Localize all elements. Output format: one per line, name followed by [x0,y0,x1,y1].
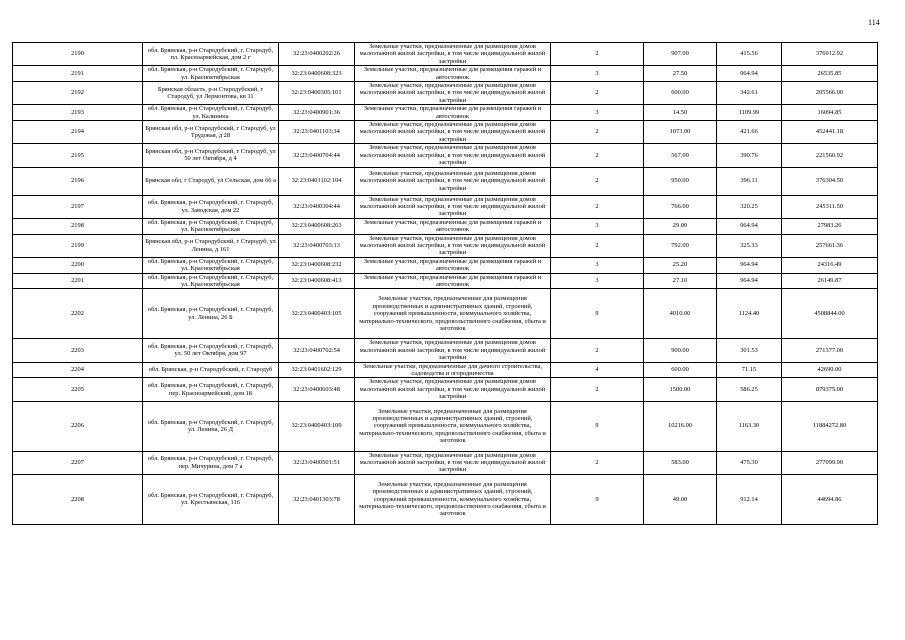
specific-value-cell: 1163.30 [717,401,782,451]
table-row [13,289,878,339]
land-use-cell: Земельные участки, предназначенные для размещения гаражей и автостоянок [355,273,551,289]
area-cell: 792.00 [644,234,717,257]
cadastral-value-cell: 221560.92 [782,144,878,167]
specific-value-cell: 475.30 [717,451,782,474]
address-cell: Брянская обл, р-н Стародубский, г Стародуб, ул 50 лет Октября, д 4 [143,144,279,167]
cadastral-number-cell: 32:23:0401303:78 [279,474,355,524]
area-cell: 29.00 [644,218,717,234]
cadastral-number-cell: 32:23:0400403:105 [279,289,355,339]
area-cell: 27.10 [644,273,717,289]
address-cell: Брянская область, р-н Стародубский, г Стародуб, ул Лермонтова, кв 11 [143,82,279,105]
cadastral-value-cell: 16094.85 [782,105,878,121]
address-cell: обл. Брянская, р-н Стародубский, г. Стародуб, ул. Красноктябрьская [143,66,279,82]
row-number: 2201 [13,273,143,289]
row-number: 2205 [13,378,143,401]
area-cell: 600.00 [644,82,717,105]
cadastral-value-table [12,42,878,525]
group-cell: 2 [551,121,644,144]
land-use-cell: Земельные участки, предназначенные для размещения производственных и административных зданий, строений, сооружений промышленности, коммунального хозяйства, материально-технического, продовольственного снабжения, сбыта и заготовок [355,474,551,524]
specific-value-cell: 325.33 [717,234,782,257]
cadastral-number-cell: 32:23:0400603:48 [279,378,355,401]
area-cell: 950.00 [644,167,717,195]
group-cell: 3 [551,218,644,234]
land-use-cell: Земельные участки, предназначенные для размещения домов малоэтажной жилой застройки, в том числе индивидуальной жилой застройки [355,82,551,105]
group-cell: 2 [551,234,644,257]
row-number: 2191 [13,66,143,82]
row-number: 2196 [13,167,143,195]
land-use-cell: Земельные участки, предназначенные для размещения домов малоэтажной жилой застройки, в том числе индивидуальной жилой застройки [355,144,551,167]
area-cell: 907.00 [644,43,717,66]
group-cell: 3 [551,273,644,289]
cadastral-number-cell: 32:23:0400305:101 [279,82,355,105]
land-use-cell: Земельные участки, предназначенные для размещения домов малоэтажной жилой застройки, в том числе индивидуальной жилой застройки [355,167,551,195]
cadastral-number-cell: 32:23:0400501:51 [279,451,355,474]
row-number: 2207 [13,451,143,474]
table-row [13,362,878,378]
cadastral-value-cell: 277099.90 [782,451,878,474]
table-row [13,451,878,474]
table-row [13,257,878,273]
area-cell: 14.50 [644,105,717,121]
land-use-cell: Земельные участки, предназначенные для размещения домов малоэтажной жилой застройки, в том числе индивидуальной жилой застройки [355,121,551,144]
cadastral-number-cell: 32:23:0400403:109 [279,401,355,451]
cadastral-value-cell: 26149.87 [782,273,878,289]
area-cell: 10216.00 [644,401,717,451]
specific-value-cell: 964.94 [717,66,782,82]
land-use-cell: Земельные участки, предназначенные для размещения гаражей и автостоянок [355,66,551,82]
table-row [13,121,878,144]
specific-value-cell: 964.94 [717,218,782,234]
table-row [13,144,878,167]
specific-value-cell: 342.61 [717,82,782,105]
cadastral-value-cell: 376912.92 [782,43,878,66]
specific-value-cell: 586.25 [717,378,782,401]
group-cell: 9 [551,401,644,451]
address-cell: обл. Брянская, р-н Стародубский, г. Стародуб [143,362,279,378]
address-cell: Брянская обл, р-н Стародубский, г Стародуб, ул Ленина, д 161 [143,234,279,257]
cadastral-number-cell: 32:23:0400901:36 [279,105,355,121]
cadastral-value-cell: 11884272.80 [782,401,878,451]
cadastral-number-cell: 32:23:0400704:44 [279,144,355,167]
group-cell: 3 [551,257,644,273]
table-row [13,339,878,362]
land-use-cell: Земельные участки, предназначенные для размещения производственных и административных зданий, строений, сооружений промышленности, коммунального хозяйства, материально-технического, продовольственного снабжения, сбыта и заготовок [355,289,551,339]
address-cell: обл. Брянская, р-н Стародубский, г. Стародуб, пл. Красноармейская, дом 2 г [143,43,279,66]
cadastral-value-cell: 44694.86 [782,474,878,524]
address-cell: обл. Брянская, р-н Стародубский, г. Стародуб, ул. Крестьянская, 116 [143,474,279,524]
group-cell: 2 [551,43,644,66]
address-cell: обл. Брянская, р-н Стародубский, г. Стародуб, ул. Красноктябрьская [143,257,279,273]
table-row [13,273,878,289]
specific-value-cell: 390.76 [717,144,782,167]
table-row [13,401,878,451]
specific-value-cell: 912.14 [717,474,782,524]
group-cell: 2 [551,451,644,474]
row-number: 2208 [13,474,143,524]
land-use-cell: Земельные участки, предназначенные для размещения гаражей и автостоянок [355,218,551,234]
area-cell: 49.00 [644,474,717,524]
land-use-cell: Земельные участки, предназначенные для размещения домов малоэтажной жилой застройки, в том числе индивидуальной жилой застройки [355,43,551,66]
cadastral-value-cell: 4508844.00 [782,289,878,339]
cadastral-number-cell: 32:23:0400304:44 [279,195,355,218]
cadastral-number-cell: 32:23:0400608:263 [279,218,355,234]
table-row [13,105,878,121]
specific-value-cell: 396.11 [717,167,782,195]
group-cell: 2 [551,167,644,195]
specific-value-cell: 964.94 [717,257,782,273]
specific-value-cell: 1124.40 [717,289,782,339]
group-cell: 3 [551,66,644,82]
table-row [13,378,878,401]
row-number: 2200 [13,257,143,273]
land-use-cell: Земельные участки, предназначенные для размещения домов малоэтажной жилой застройки, в том числе индивидуальной жилой застройки [355,234,551,257]
area-cell: 25.20 [644,257,717,273]
cadastral-value-cell: 452441.18 [782,121,878,144]
address-cell: обл. Брянская, р-н Стародубский, г. Стародуб, ул. Ленина, 26 Б [143,289,279,339]
land-use-cell: Земельные участки, предназначенные для размещения производственных и административных зданий, строений, сооружений промышленности, коммунального хозяйства, материально-технического, продовольственного снабжения, сбыта и заготовок [355,401,551,451]
row-number: 2202 [13,289,143,339]
page-number: 114 [868,18,880,27]
table-row [13,234,878,257]
cadastral-number-cell: 32:23:0400703:13 [279,234,355,257]
cadastral-value-cell: 271377.00 [782,339,878,362]
cadastral-number-cell: 32:23:0400702:54 [279,339,355,362]
specific-value-cell: 415.56 [717,43,782,66]
land-use-cell: Земельные участки, предназначенные для дачного строительства, садоводства и огородничества [355,362,551,378]
address-cell: обл. Брянская, р-н Стародубский, г. Стародуб, пер. Красноармейский, дом 18 [143,378,279,401]
row-number: 2190 [13,43,143,66]
row-number: 2193 [13,105,143,121]
area-cell: 1073.00 [644,121,717,144]
group-cell: 2 [551,82,644,105]
group-cell: 9 [551,289,644,339]
cadastral-number-cell: 32:23:0401103:34 [279,121,355,144]
row-number: 2197 [13,195,143,218]
address-cell: обл. Брянская, р-н Стародубский, г. Стародуб, ул. 50 лет Октября, дом 97 [143,339,279,362]
specific-value-cell: 964.94 [717,273,782,289]
cadastral-number-cell: 32:23:0401602:129 [279,362,355,378]
table-row [13,167,878,195]
cadastral-number-cell: 32:23:0400608:323 [279,66,355,82]
group-cell: 2 [551,195,644,218]
specific-value-cell: 320.25 [717,195,782,218]
table-row [13,195,878,218]
cadastral-value-cell: 879375.00 [782,378,878,401]
cadastral-value-cell: 205566.00 [782,82,878,105]
cadastral-number-cell: 32:23:0400608:232 [279,257,355,273]
land-use-cell: Земельные участки, предназначенные для размещения домов малоэтажной жилой застройки, в том числе индивидуальной жилой застройки [355,451,551,474]
group-cell: 4 [551,362,644,378]
land-use-cell: Земельные участки, предназначенные для размещения домов малоэтажной жилой застройки, в том числе индивидуальной жилой застройки [355,195,551,218]
specific-value-cell: 301.53 [717,339,782,362]
cadastral-value-cell: 245311.50 [782,195,878,218]
cadastral-value-cell: 24316.49 [782,257,878,273]
group-cell: 2 [551,144,644,167]
cadastral-number-cell: 32:23:0400202:26 [279,43,355,66]
address-cell: Брянская обл, р-н Стародубский, г Стародуб, ул Трудовая, д 28 [143,121,279,144]
address-cell: обл. Брянская, р-н Стародубский, г. Стародуб, ул. Ленина, 26 Д [143,401,279,451]
land-use-cell: Земельные участки, предназначенные для размещения домов малоэтажной жилой застройки, в том числе индивидуальной жилой застройки [355,378,551,401]
address-cell: обл. Брянская, р-н Стародубский, г. Стародуб, ул. Красноктябрьская [143,273,279,289]
area-cell: 567.00 [644,144,717,167]
cadastral-value-cell: 26535.85 [782,66,878,82]
cadastral-value-cell: 27983.26 [782,218,878,234]
land-use-cell: Земельные участки, предназначенные для размещения гаражей и автостоянок [355,105,551,121]
row-number: 2204 [13,362,143,378]
row-number: 2194 [13,121,143,144]
table-row [13,43,878,66]
area-cell: 4010.00 [644,289,717,339]
row-number: 2206 [13,401,143,451]
table-row [13,66,878,82]
row-number: 2198 [13,218,143,234]
row-number: 2199 [13,234,143,257]
cadastral-value-cell: 257661.36 [782,234,878,257]
address-cell: обл. Брянская, р-н Стародубский, г. Стародуб, ул. Красноктябрьская [143,218,279,234]
area-cell: 900.00 [644,339,717,362]
cadastral-value-cell: 376304.50 [782,167,878,195]
area-cell: 27.50 [644,66,717,82]
cadastral-value-cell: 42690.00 [782,362,878,378]
area-cell: 766.00 [644,195,717,218]
land-use-cell: Земельные участки, предназначенные для размещения домов малоэтажной жилой застройки, в том числе индивидуальной жилой застройки [355,339,551,362]
area-cell: 600.00 [644,362,717,378]
cadastral-number-cell: 32:23:0401102:104 [279,167,355,195]
table-row [13,474,878,524]
table-row [13,82,878,105]
row-number: 2192 [13,82,143,105]
table-row [13,218,878,234]
address-cell: Брянская обл, г Стародуб, ул Сельская, дом 66 а [143,167,279,195]
address-cell: обл. Брянская, р-н Стародубский, г. Стародуб, ул. Заводская, дом 22 [143,195,279,218]
row-number: 2203 [13,339,143,362]
land-use-cell: Земельные участки, предназначенные для размещения гаражей и автостоянок [355,257,551,273]
specific-value-cell: 1109.99 [717,105,782,121]
group-cell: 2 [551,339,644,362]
address-cell: обл. Брянская, р-н Стародубский, г. Стародуб, пер. Мичурина, дом 7 а [143,451,279,474]
area-cell: 583.00 [644,451,717,474]
specific-value-cell: 421.66 [717,121,782,144]
area-cell: 1500.00 [644,378,717,401]
group-cell: 3 [551,105,644,121]
group-cell: 2 [551,378,644,401]
row-number: 2195 [13,144,143,167]
cadastral-number-cell: 32:23:0400608:413 [279,273,355,289]
address-cell: обл. Брянская, р-н Стародубский, г. Стародуб, ул. Калинина [143,105,279,121]
specific-value-cell: 71.15 [717,362,782,378]
group-cell: 9 [551,474,644,524]
